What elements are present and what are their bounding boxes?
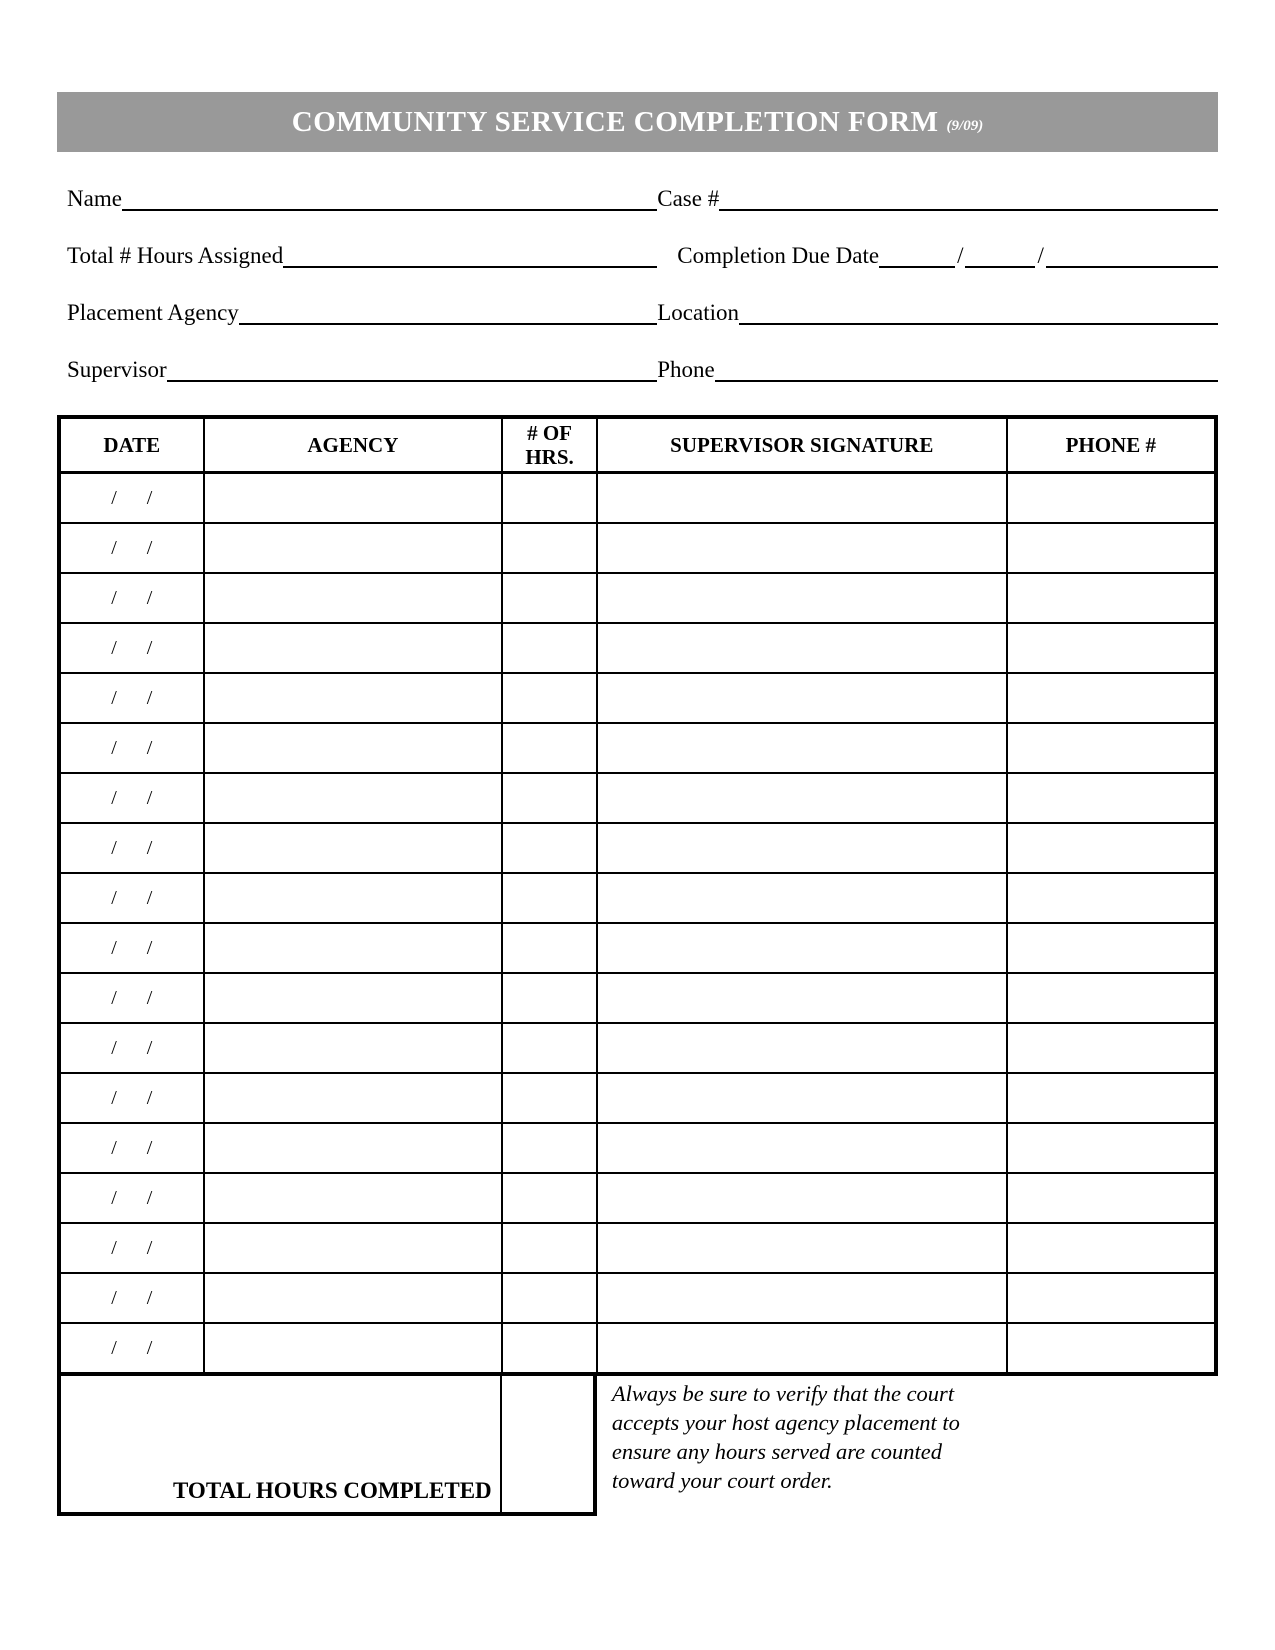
phone-cell[interactable] <box>1007 1173 1216 1223</box>
hours-assigned-input-line[interactable] <box>283 258 657 268</box>
hours-cell[interactable] <box>502 723 597 773</box>
date-cell[interactable]: / / <box>59 1173 204 1223</box>
service-log-table <box>57 415 1218 1376</box>
name-label: Name <box>67 185 122 211</box>
field-row-agency-location <box>57 268 1218 325</box>
signature-cell[interactable] <box>597 673 1007 723</box>
agency-cell[interactable] <box>204 1223 503 1273</box>
log-table-row <box>59 1273 1216 1323</box>
log-table-body <box>59 473 1216 1375</box>
total-hours-label: TOTAL HOURS COMPLETED <box>173 1478 492 1504</box>
phone-cell[interactable] <box>1007 473 1216 524</box>
verification-note <box>597 1376 1218 1516</box>
phone-cell[interactable] <box>1007 823 1216 873</box>
supervisor-input-line[interactable] <box>167 372 658 382</box>
header-row <box>59 417 1216 473</box>
signature-cell[interactable] <box>597 1123 1007 1173</box>
signature-cell[interactable] <box>597 573 1007 623</box>
log-table-row <box>59 1123 1216 1173</box>
signature-cell[interactable] <box>597 723 1007 773</box>
date-cell[interactable]: / / <box>59 723 204 773</box>
hours-cell[interactable] <box>502 1273 597 1323</box>
signature-cell[interactable] <box>597 1073 1007 1123</box>
date-cell[interactable]: / / <box>59 523 204 573</box>
agency-cell[interactable] <box>204 973 503 1023</box>
date-cell[interactable]: / / <box>59 1073 204 1123</box>
log-table-row <box>59 1073 1216 1123</box>
column-header-hours: # OF HRS. <box>502 417 597 473</box>
agency-cell[interactable] <box>204 823 503 873</box>
agency-cell[interactable] <box>204 473 503 524</box>
hours-cell[interactable] <box>502 1023 597 1073</box>
signature-cell[interactable] <box>597 1173 1007 1223</box>
log-table-row <box>59 723 1216 773</box>
agency-cell[interactable] <box>204 923 503 973</box>
agency-cell[interactable] <box>204 623 503 673</box>
log-table-row <box>59 673 1216 723</box>
note-line-1: Always be sure to verify that the court <box>611 1381 955 1407</box>
phone-cell[interactable] <box>1007 1273 1216 1323</box>
phone-cell[interactable] <box>1007 973 1216 1023</box>
date-cell[interactable]: / / <box>59 573 204 623</box>
agency-cell[interactable] <box>204 723 503 773</box>
phone-cell[interactable] <box>1007 573 1216 623</box>
header-fields <box>57 154 1218 382</box>
field-row-supervisor-phone <box>57 325 1218 382</box>
log-table-row <box>59 873 1216 923</box>
hours-cell[interactable] <box>502 873 597 923</box>
hours-cell[interactable] <box>502 573 597 623</box>
phone-cell[interactable] <box>1007 1323 1216 1374</box>
supervisor-label: Supervisor <box>67 356 167 382</box>
field-row-name-case <box>57 154 1218 211</box>
date-cell[interactable]: / / <box>59 823 204 873</box>
hours-cell[interactable] <box>502 1223 597 1273</box>
date-cell[interactable]: / / <box>59 1023 204 1073</box>
name-input-line[interactable] <box>122 201 657 211</box>
total-section <box>57 1376 1218 1516</box>
hours-cell[interactable] <box>502 1173 597 1223</box>
signature-cell[interactable] <box>597 973 1007 1023</box>
date-cell[interactable]: / / <box>59 1223 204 1273</box>
placement-agency-label: Placement Agency <box>67 299 239 325</box>
agency-cell[interactable] <box>204 1323 503 1374</box>
date-cell[interactable]: / / <box>59 473 204 524</box>
due-date-label: Completion Due Date <box>677 242 880 268</box>
hours-cell[interactable] <box>502 923 597 973</box>
hours-cell[interactable] <box>502 1323 597 1374</box>
phone-cell[interactable] <box>1007 523 1216 573</box>
date-cell[interactable]: / / <box>59 623 204 673</box>
column-header-agency: AGENCY <box>204 417 503 473</box>
hours-cell[interactable] <box>502 973 597 1023</box>
log-table-row <box>59 973 1216 1023</box>
column-header-signature: SUPERVISOR SIGNATURE <box>597 417 1007 473</box>
log-table-row <box>59 773 1216 823</box>
phone-cell[interactable] <box>1007 1223 1216 1273</box>
phone-cell[interactable] <box>1007 873 1216 923</box>
note-line-4: toward your court order. <box>611 1467 833 1493</box>
date-cell[interactable]: / / <box>59 773 204 823</box>
placement-agency-input-line[interactable] <box>239 315 657 325</box>
signature-cell[interactable] <box>597 823 1007 873</box>
due-date-slash-1: / <box>957 242 964 268</box>
date-cell[interactable]: / / <box>59 1323 204 1374</box>
date-cell[interactable]: / / <box>59 973 204 1023</box>
agency-cell[interactable] <box>204 1273 503 1323</box>
phone-input-line[interactable] <box>715 372 1218 382</box>
signature-cell[interactable] <box>597 1023 1007 1073</box>
column-header-phone: PHONE # <box>1007 417 1216 473</box>
hours-cell[interactable] <box>502 623 597 673</box>
note-line-2: accepts your host agency placement to <box>611 1410 960 1436</box>
location-label: Location <box>657 299 739 325</box>
log-table-row <box>59 473 1216 524</box>
phone-cell[interactable] <box>1007 1123 1216 1173</box>
agency-cell[interactable] <box>204 1123 503 1173</box>
log-table-row <box>59 1173 1216 1223</box>
case-number-label: Case # <box>657 185 720 211</box>
due-date-slash-2: / <box>1037 242 1044 268</box>
log-table-row <box>59 923 1216 973</box>
hours-cell[interactable] <box>502 1073 597 1123</box>
signature-cell[interactable] <box>597 1323 1007 1374</box>
date-cell[interactable]: / / <box>59 923 204 973</box>
signature-cell[interactable] <box>597 773 1007 823</box>
hours-cell[interactable] <box>502 523 597 573</box>
signature-cell[interactable] <box>597 1273 1007 1323</box>
hours-cell[interactable] <box>502 473 597 524</box>
column-header-date: DATE <box>59 417 204 473</box>
date-cell[interactable]: / / <box>59 1123 204 1173</box>
due-date-month-line[interactable] <box>879 258 955 268</box>
form-title-bar <box>57 92 1218 152</box>
agency-cell[interactable] <box>204 1023 503 1073</box>
due-date-day-line[interactable] <box>965 258 1035 268</box>
agency-cell[interactable] <box>204 1173 503 1223</box>
phone-cell[interactable] <box>1007 1073 1216 1123</box>
agency-cell[interactable] <box>204 523 503 573</box>
case-number-input-line[interactable] <box>719 201 1218 211</box>
log-table-row <box>59 1223 1216 1273</box>
log-table-row <box>59 523 1216 573</box>
phone-label: Phone <box>657 356 715 382</box>
log-table-row <box>59 1323 1216 1374</box>
date-cell[interactable]: / / <box>59 1273 204 1323</box>
hours-cell[interactable] <box>502 673 597 723</box>
hours-cell[interactable] <box>502 773 597 823</box>
hours-assigned-label: Total # Hours Assigned <box>67 242 284 268</box>
agency-cell[interactable] <box>204 673 503 723</box>
date-cell[interactable]: / / <box>59 673 204 723</box>
note-line-3: ensure any hours served are counted <box>611 1438 942 1464</box>
hours-cell[interactable] <box>502 1123 597 1173</box>
log-table-row <box>59 573 1216 623</box>
signature-cell[interactable] <box>597 473 1007 524</box>
signature-cell[interactable] <box>597 523 1007 573</box>
phone-cell[interactable] <box>1007 623 1216 673</box>
signature-cell[interactable] <box>597 923 1007 973</box>
phone-cell[interactable] <box>1007 673 1216 723</box>
agency-cell[interactable] <box>204 1073 503 1123</box>
log-table-row <box>59 823 1216 873</box>
date-cell[interactable]: / / <box>59 873 204 923</box>
log-table-row <box>59 1023 1216 1073</box>
due-date-year-line[interactable] <box>1046 258 1218 268</box>
total-hours-label-cell <box>57 1376 502 1516</box>
phone-cell[interactable] <box>1007 923 1216 973</box>
signature-cell[interactable] <box>597 623 1007 673</box>
signature-cell[interactable] <box>597 1223 1007 1273</box>
location-input-line[interactable] <box>739 315 1218 325</box>
total-hours-value-cell[interactable] <box>502 1376 597 1516</box>
log-table-header <box>59 417 1216 473</box>
agency-cell[interactable] <box>204 773 503 823</box>
phone-cell[interactable] <box>1007 723 1216 773</box>
signature-cell[interactable] <box>597 873 1007 923</box>
form-version: (9/09) <box>946 117 984 134</box>
hours-cell[interactable] <box>502 823 597 873</box>
phone-cell[interactable] <box>1007 773 1216 823</box>
form-title: COMMUNITY SERVICE COMPLETION FORM <box>291 105 939 138</box>
log-table-row <box>59 623 1216 673</box>
agency-cell[interactable] <box>204 573 503 623</box>
agency-cell[interactable] <box>204 873 503 923</box>
phone-cell[interactable] <box>1007 1023 1216 1073</box>
field-row-hours-duedate <box>57 211 1218 268</box>
